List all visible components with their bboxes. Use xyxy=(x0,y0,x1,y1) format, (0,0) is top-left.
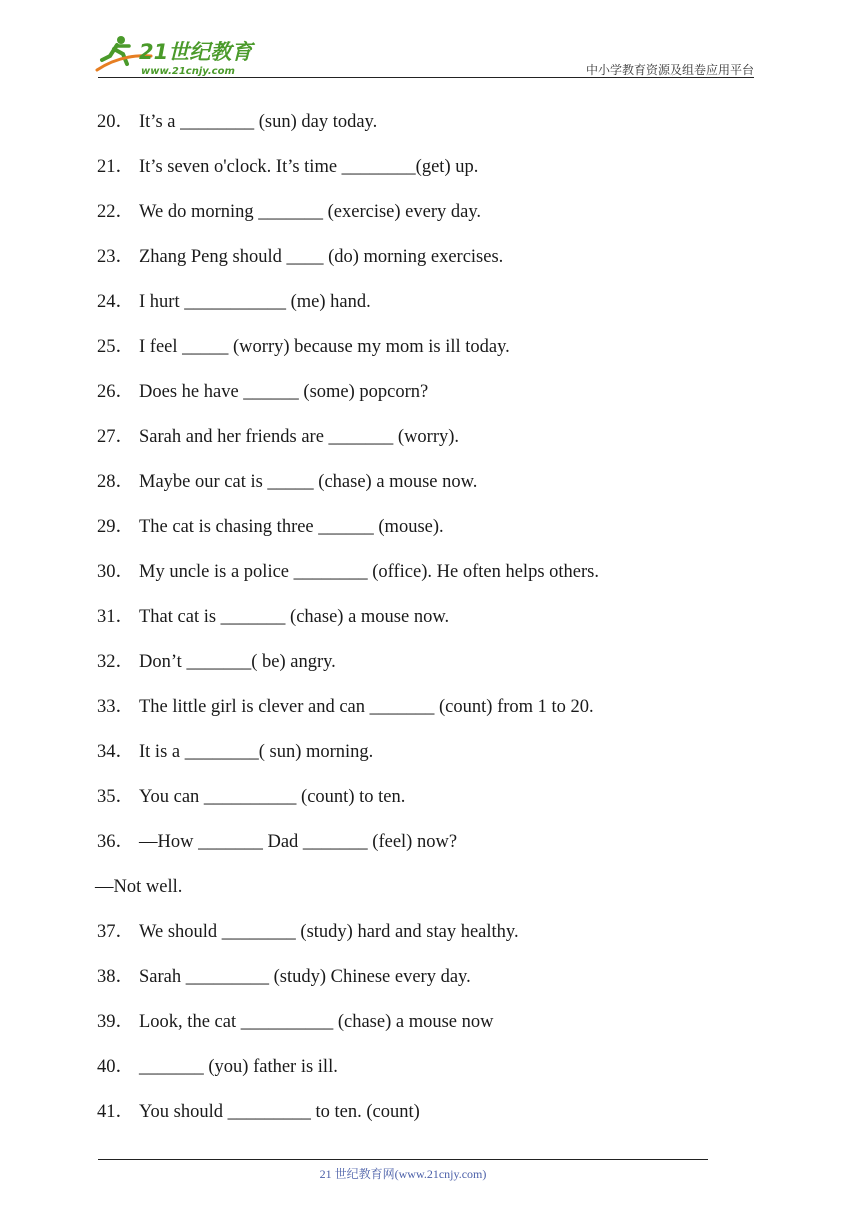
question-number: 39． xyxy=(97,1012,135,1032)
question-item xyxy=(97,513,737,558)
question-text: Look, the cat __________ (chase) a mouse now xyxy=(139,1012,494,1032)
question-item xyxy=(97,648,737,693)
question-text: We should ________ (study) hard and stay healthy. xyxy=(139,922,519,942)
question-item xyxy=(97,558,737,603)
question-item xyxy=(97,108,737,153)
question-item xyxy=(97,243,737,288)
logo xyxy=(93,34,258,78)
question-number: 38． xyxy=(97,967,135,987)
question-number: 32． xyxy=(97,652,135,672)
question-number: 22． xyxy=(97,202,135,222)
question-text: _______ (you) father is ill. xyxy=(139,1057,338,1077)
question-text: The cat is chasing three ______ (mouse). xyxy=(139,517,444,537)
question-number: 27． xyxy=(97,427,135,447)
question-text: It is a ________( sun) morning. xyxy=(139,742,374,762)
question-text: Does he have ______ (some) popcorn? xyxy=(139,382,429,402)
question-number: 37． xyxy=(97,922,135,942)
question-item xyxy=(97,738,737,783)
question-number: 20． xyxy=(97,112,135,132)
question-text: Maybe our cat is _____ (chase) a mouse now. xyxy=(139,472,478,492)
footer-text: 21 世纪教育网(www.21cnjy.com) xyxy=(319,1167,487,1181)
question-text: Don’t _______( be) angry. xyxy=(139,652,336,672)
header-divider xyxy=(98,77,754,78)
question-item xyxy=(97,693,737,738)
question-item xyxy=(97,963,737,1008)
question-text: I hurt ___________ (me) hand. xyxy=(139,292,371,312)
question-item xyxy=(97,198,737,243)
question-number: 31． xyxy=(97,607,135,627)
question-text: —Not well. xyxy=(95,877,183,897)
question-item xyxy=(97,1098,737,1143)
question-item xyxy=(97,828,737,873)
question-number: 35． xyxy=(97,787,135,807)
question-text: It’s seven o'clock. It’s time ________(get) up. xyxy=(139,157,479,177)
question-item xyxy=(97,378,737,423)
page-header xyxy=(0,0,860,80)
footer-divider xyxy=(98,1159,708,1160)
question-number: 41． xyxy=(97,1102,135,1122)
question-text: I feel _____ (worry) because my mom is ill today. xyxy=(139,337,510,357)
question-list xyxy=(97,108,737,1143)
question-text: Zhang Peng should ____ (do) morning exercises. xyxy=(139,247,504,267)
logo-url-text: www.21cnjy.com xyxy=(141,66,235,77)
logo-text: 21世纪教育 xyxy=(139,40,253,64)
question-item xyxy=(97,333,737,378)
question-number: 30． xyxy=(97,562,135,582)
question-item xyxy=(97,153,737,198)
question-number: 23． xyxy=(97,247,135,267)
question-item xyxy=(95,873,737,918)
question-item xyxy=(97,918,737,963)
question-text: You should _________ to ten. (count) xyxy=(139,1102,420,1122)
question-item xyxy=(97,1053,737,1098)
question-number: 21． xyxy=(97,157,135,177)
question-number: 28． xyxy=(97,472,135,492)
question-text: My uncle is a police ________ (office). He often helps others. xyxy=(139,562,599,582)
question-number: 34． xyxy=(97,742,135,762)
question-text: Sarah and her friends are _______ (worry). xyxy=(139,427,460,447)
question-item xyxy=(97,603,737,648)
question-text: We do morning _______ (exercise) every day. xyxy=(139,202,482,222)
question-text: It’s a ________ (sun) day today. xyxy=(139,112,378,132)
question-text: Sarah _________ (study) Chinese every day. xyxy=(139,967,471,987)
question-number: 29． xyxy=(97,517,135,537)
question-number: 25． xyxy=(97,337,135,357)
question-item xyxy=(97,783,737,828)
question-text: You can __________ (count) to ten. xyxy=(139,787,406,807)
question-number: 33． xyxy=(97,697,135,717)
question-item xyxy=(97,288,737,333)
question-number: 26． xyxy=(97,382,135,402)
question-item xyxy=(97,468,737,513)
question-item xyxy=(97,423,737,468)
question-number: 36． xyxy=(97,832,135,852)
question-item xyxy=(97,1008,737,1053)
question-number: 40． xyxy=(97,1057,135,1077)
site-name: 中小学教育资源及组卷应用平台 xyxy=(585,63,754,77)
question-text: That cat is _______ (chase) a mouse now. xyxy=(139,607,450,627)
question-text: The little girl is clever and can _______ (count) from 1 to 20. xyxy=(139,697,594,717)
question-number: 24． xyxy=(97,292,135,312)
question-text: —How _______ Dad _______ (feel) now? xyxy=(139,832,458,852)
